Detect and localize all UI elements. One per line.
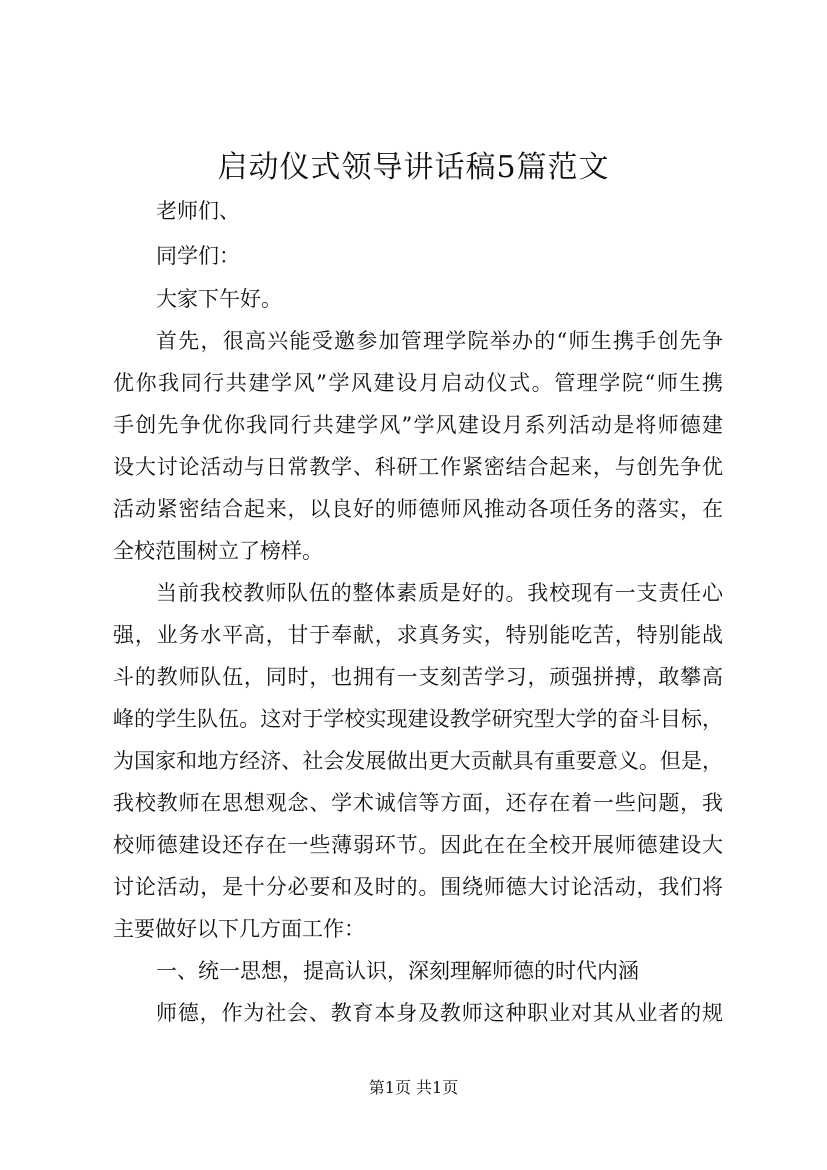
paragraph-line: 峰的学生队伍。这对于学校实现建设教学研究型大学的奋斗目标， [113,707,723,731]
paragraph-line: 优你我同行共建学风”学风建设月启动仪式。管理学院“师生携 [113,371,723,395]
paragraph-line: 当前我校教师队伍的整体素质是好的。我校现有一支责任心 [156,581,723,605]
paragraph-line: 校师德建设还存在一些薄弱环节。因此在在全校开展师德建设大 [113,833,723,857]
paragraph-line: 斗的教师队伍，同时，也拥有一支刻苦学习，顽强拼搏，敢攀高 [113,665,723,689]
paragraph-line: 我校教师在思想观念、学术诚信等方面，还存在着一些问题，我 [113,791,723,815]
paragraph-line: 手创先争优你我同行共建学风”学风建设月系列活动是将师德建 [113,413,723,437]
section-heading: 一、统一思想，提高认识，深刻理解师德的时代内涵 [156,959,639,983]
paragraph-line: 全校范围树立了榜样。 [113,539,323,563]
paragraph-line: 讨论活动，是十分必要和及时的。围绕师德大讨论活动，我们将 [113,875,723,899]
paragraph-line: 活动紧密结合起来，以良好的师德师风推动各项任务的落实，在 [113,497,723,521]
document-title: 启动仪式领导讲话稿5篇范文 [217,150,610,185]
paragraph-line: 师德，作为社会、教育本身及教师这种职业对其从业者的规 [156,1001,723,1025]
salutation-teachers: 老师们、 [156,199,240,223]
paragraph-line: 设大讨论活动与日常教学、科研工作紧密结合起来，与创先争优 [113,455,723,479]
salutation-students: 同学们： [156,244,240,268]
page-footer: 第1页 共1页 [368,1078,459,1097]
paragraph-line: 首先，很高兴能受邀参加管理学院举办的“师生携手创先争 [156,329,723,353]
paragraph-line: 为国家和地方经济、社会发展做出更大贡献具有重要意义。但是， [113,749,723,773]
greeting-line: 大家下午好。 [156,287,282,311]
paragraph-line: 强，业务水平高，甘于奉献，求真务实，特别能吃苦，特别能战 [113,623,723,647]
paragraph-line: 主要做好以下几方面工作： [113,917,365,941]
